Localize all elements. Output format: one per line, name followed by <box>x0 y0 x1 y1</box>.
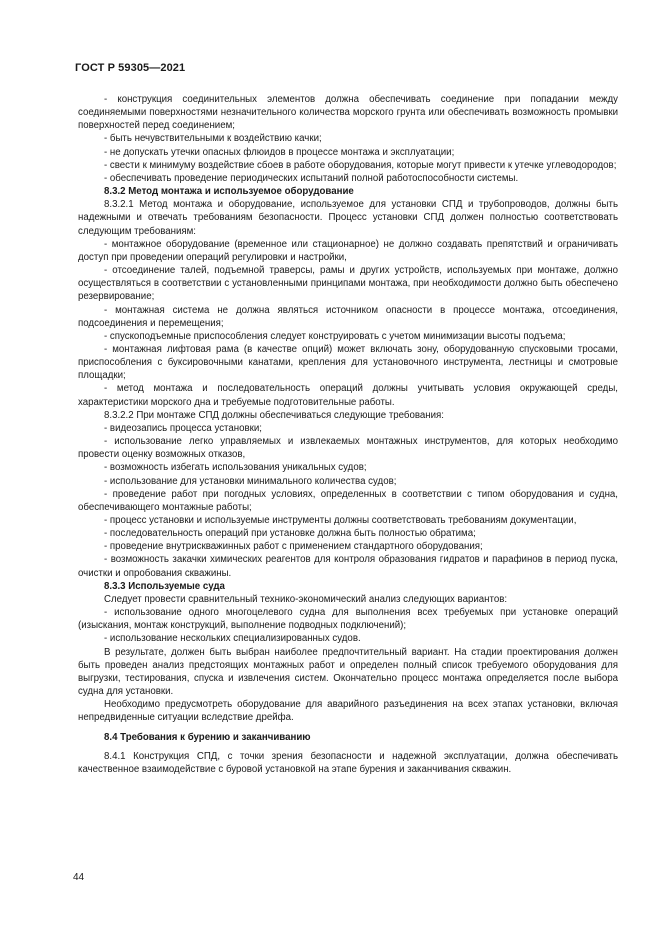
page-body <box>78 93 618 776</box>
list-item: - не допускать утечки опасных флюидов в процессе монтажа и эксплуатации; <box>104 146 455 158</box>
list-item: - проведение работ при погодных условиях, определенных в соответствии с типом оборудования и судна, обеспечивающего монтажные работы; <box>78 488 618 513</box>
paragraph: Необходимо предусмотреть оборудование для аварийного разъединения на всех этапах установки, включая непредвиденные ситуации вследствие дрейфа. <box>78 699 618 724</box>
list-item: - использование для установки минимального количества судов; <box>104 475 397 487</box>
section-heading: 8.4 Требования к бурению и заканчиванию <box>104 731 311 743</box>
list-item: - монтажная система не должна являться источником опасности в процессе монтажа, отсоединения, подсоединения и перемещения; <box>78 304 618 329</box>
list-item: - отсоединение талей, подъемной траверсы, рамы и других устройств, используемых при монтаже, должно осуществляться в соответствии с установленными принципами монтажа, при необходимости должно быть обеспечено резервирование; <box>78 265 618 303</box>
list-item: - быть нечувствительными к воздействию качки; <box>104 133 322 145</box>
list-item: - спускоподъемные приспособления следует конструировать с учетом минимизации высоты подъема; <box>104 330 566 342</box>
list-item: - возможность закачки химических реагентов для контроля образования гидратов и парафинов в период пуска, очистки и опробования скважины. <box>78 554 618 579</box>
paragraph: 8.4.1 Конструкция СПД, с точки зрения безопасности и надежной эксплуатации, должна обеспечивать качественное взаимодействие с буровой установкой на этапе бурения и заканчивания скважин. <box>78 750 618 775</box>
paragraph: Следует провести сравнительный технико-экономический анализ следующих вариантов: <box>104 593 508 605</box>
list-item: - процесс установки и используемые инструменты должны соответствовать требованиям документации, <box>104 515 577 526</box>
list-item: - метод монтажа и последовательность операций должны учитывать условия окружающей среды, характеристики морского дна и требуемые подготовительные работы. <box>78 383 618 408</box>
list-item: - монтажная лифтовая рама (в качестве опций) может включать зону, оборудованную спусковыми тросами, приспособления с буксировочными канатами, крепления для установочного инструмента, лестницы и смотровые площадки; <box>78 343 618 382</box>
section-heading: 8.3.3 Используемые суда <box>104 580 225 592</box>
list-item: - использование легко управляемых и извлекаемых монтажных инструментов, для которых необходимо провести оценку возможных отказов, <box>78 436 618 461</box>
list-item: - проведение внутрискважинных работ с применением стандартного оборудования; <box>104 541 483 553</box>
list-item: - обеспечивать проведение периодических испытаний полной работоспособности системы. <box>104 172 519 184</box>
page-number: 44 <box>73 872 85 883</box>
list-item: - видеозапись процесса установки; <box>104 422 262 434</box>
section-heading: 8.3.2 Метод монтажа и используемое оборудование <box>104 186 354 198</box>
document-header: ГОСТ Р 59305—2021 <box>75 62 186 74</box>
list-item: - конструкция соединительных элементов должна обеспечивать соединение при попадании между соединяемыми поверхностями незначительного количества морского грунта или обеспечивать возможность промывки поверхностей перед соединением; <box>78 94 618 132</box>
list-item: - возможность избегать использования уникальных судов; <box>104 462 367 474</box>
list-item: - монтажное оборудование (временное или стационарное) не должно создавать препятствий и ограничивать доступ при проведении операций регулировки и настройки, <box>78 238 618 263</box>
list-item: - использование нескольких специализированных судов. <box>104 633 361 645</box>
list-item: - свести к минимуму воздействие сбоев в работе оборудования, которые могут привести к утечке углеводородов; <box>104 159 617 171</box>
list-item: - последовательность операций при установке должна быть полностью обратима; <box>104 528 476 540</box>
paragraph: 8.3.2.1 Метод монтажа и оборудование, используемое для установки СПД и трубопроводов, должны быть надежными и отвечать требованиям безопасности. Процесс установки СПД должен полностью соответствовать следующим требованиям: <box>78 199 618 237</box>
paragraph: В результате, должен быть выбран наиболее предпочтительный вариант. На стадии проектирования должен быть проведен анализ предстоящих монтажных работ и определен полный список требуемого оборудования для выгрузки, тестирования, спуска и извлечения систем. Окончательно процесс монтажа определяется после выбора судна для установки. <box>78 646 618 698</box>
paragraph: 8.3.2.2 При монтаже СПД должны обеспечиваться следующие требования: <box>104 409 444 421</box>
list-item: - использование одного многоцелевого судна для выполнения всех требуемых при установке операций (изыскания, монтаж конструкций, выполнение подводных подключений); <box>78 607 618 632</box>
